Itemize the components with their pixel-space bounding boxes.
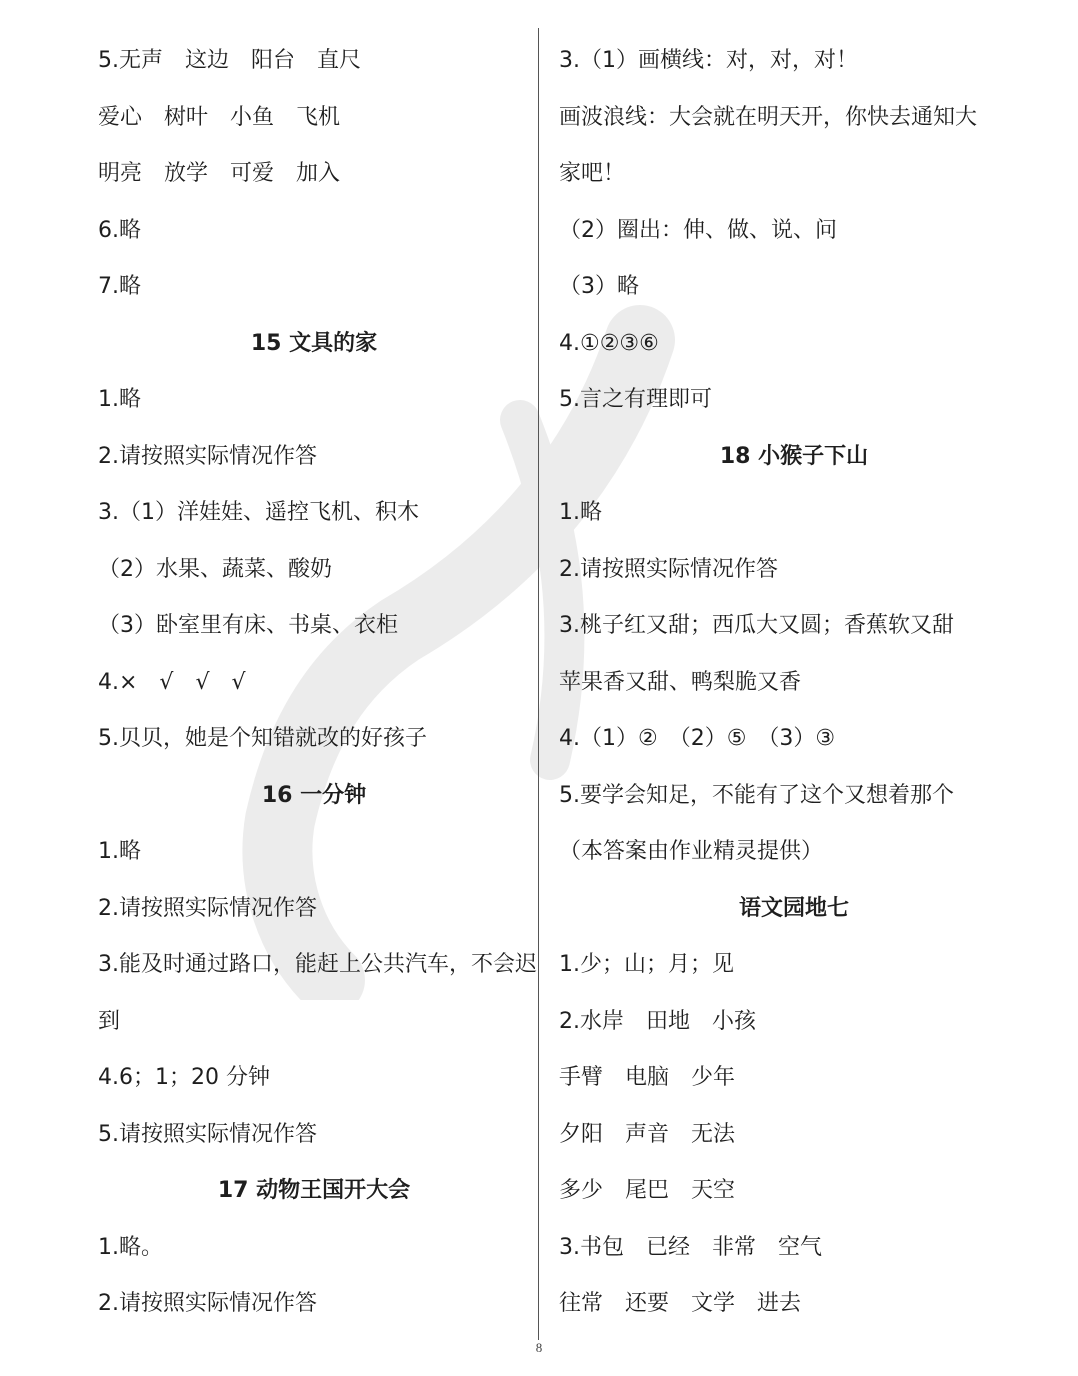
answer-line: 1.略。 bbox=[98, 1234, 163, 1260]
answer-line: 画波浪线：大会就在明天开，你快去通知大 bbox=[559, 104, 978, 130]
answer-line: 7.略 bbox=[98, 274, 141, 299]
column-divider bbox=[538, 28, 539, 1340]
answer-line: 3.桃子红又甜；西瓜大又圆；香蕉软又甜 bbox=[559, 613, 954, 638]
page-number: 8 bbox=[535, 1340, 543, 1355]
answer-line: 多少 尾巴 天空 bbox=[559, 1178, 736, 1203]
answer-line: 5.无声 这边 阳台 直尺 bbox=[98, 48, 361, 73]
answer-line: 5.言之有理即可 bbox=[559, 387, 712, 412]
answer-line: 4.× √ √ √ bbox=[98, 669, 246, 695]
section-heading: 语文园地七 bbox=[738, 895, 849, 921]
answer-line: 4.①②③⑥ bbox=[559, 330, 659, 356]
answer-line: 往常 还要 文学 进去 bbox=[559, 1291, 802, 1316]
section-heading: 18 小猴子下山 bbox=[719, 443, 869, 469]
answer-line: 手臂 电脑 少年 bbox=[559, 1065, 736, 1090]
section-heading: 15 文具的家 bbox=[250, 330, 378, 356]
answer-line: 3.书包 已经 非常 空气 bbox=[559, 1234, 822, 1260]
answer-line: 到 bbox=[98, 1008, 121, 1034]
answer-line: （2）水果、蔬菜、酸奶 bbox=[98, 556, 332, 582]
answer-line: （本答案由作业精灵提供） bbox=[559, 839, 824, 864]
answer-line: 2.请按照实际情况作答 bbox=[98, 1291, 317, 1316]
answer-line: 明亮 放学 可爱 加入 bbox=[98, 161, 341, 186]
answer-line: 4.6；1；20 分钟 bbox=[98, 1065, 270, 1090]
answer-line: 5.贝贝，她是个知错就改的好孩子 bbox=[98, 726, 427, 751]
answer-line: 1.略 bbox=[98, 387, 141, 412]
answer-line: 6.略 bbox=[98, 217, 141, 243]
answer-line: 夕阳 声音 无法 bbox=[559, 1121, 736, 1147]
answer-line: 5.要学会知足，不能有了这个又想着那个 bbox=[559, 782, 954, 808]
answer-line: 家吧！ bbox=[559, 161, 626, 186]
answer-line: 3.（1）洋娃娃、遥控飞机、积木 bbox=[98, 500, 419, 525]
answer-line: 苹果香又甜、鸭梨脆又香 bbox=[559, 669, 802, 695]
answer-line: 2.水岸 田地 小孩 bbox=[559, 1008, 756, 1034]
section-heading: 17 动物王国开大会 bbox=[217, 1178, 411, 1203]
answer-line: （3）略 bbox=[559, 274, 639, 299]
answer-line: 2.请按照实际情况作答 bbox=[98, 895, 317, 921]
answer-line: 爱心 树叶 小鱼 飞机 bbox=[98, 104, 341, 130]
answer-line: 5.请按照实际情况作答 bbox=[98, 1121, 317, 1147]
answer-line: 1.少；山；月；见 bbox=[559, 952, 734, 977]
answer-line: 3.（1）画横线：对，对，对！ bbox=[559, 48, 858, 73]
answer-line: （2）圈出：伸、做、说、问 bbox=[559, 217, 837, 243]
answer-line: 1.略 bbox=[98, 839, 141, 864]
section-heading: 16 一分钟 bbox=[261, 782, 367, 808]
answer-line: 2.请按照实际情况作答 bbox=[559, 556, 778, 582]
answer-line: 1.略 bbox=[559, 500, 602, 525]
answer-line: 3.能及时通过路口，能赶上公共汽车，不会迟 bbox=[98, 952, 537, 977]
answer-line: 4.（1）② （2）⑤ （3）③ bbox=[559, 726, 836, 751]
answer-line: 2.请按照实际情况作答 bbox=[98, 443, 317, 469]
answer-line: （3）卧室里有床、书桌、衣柜 bbox=[98, 613, 398, 638]
